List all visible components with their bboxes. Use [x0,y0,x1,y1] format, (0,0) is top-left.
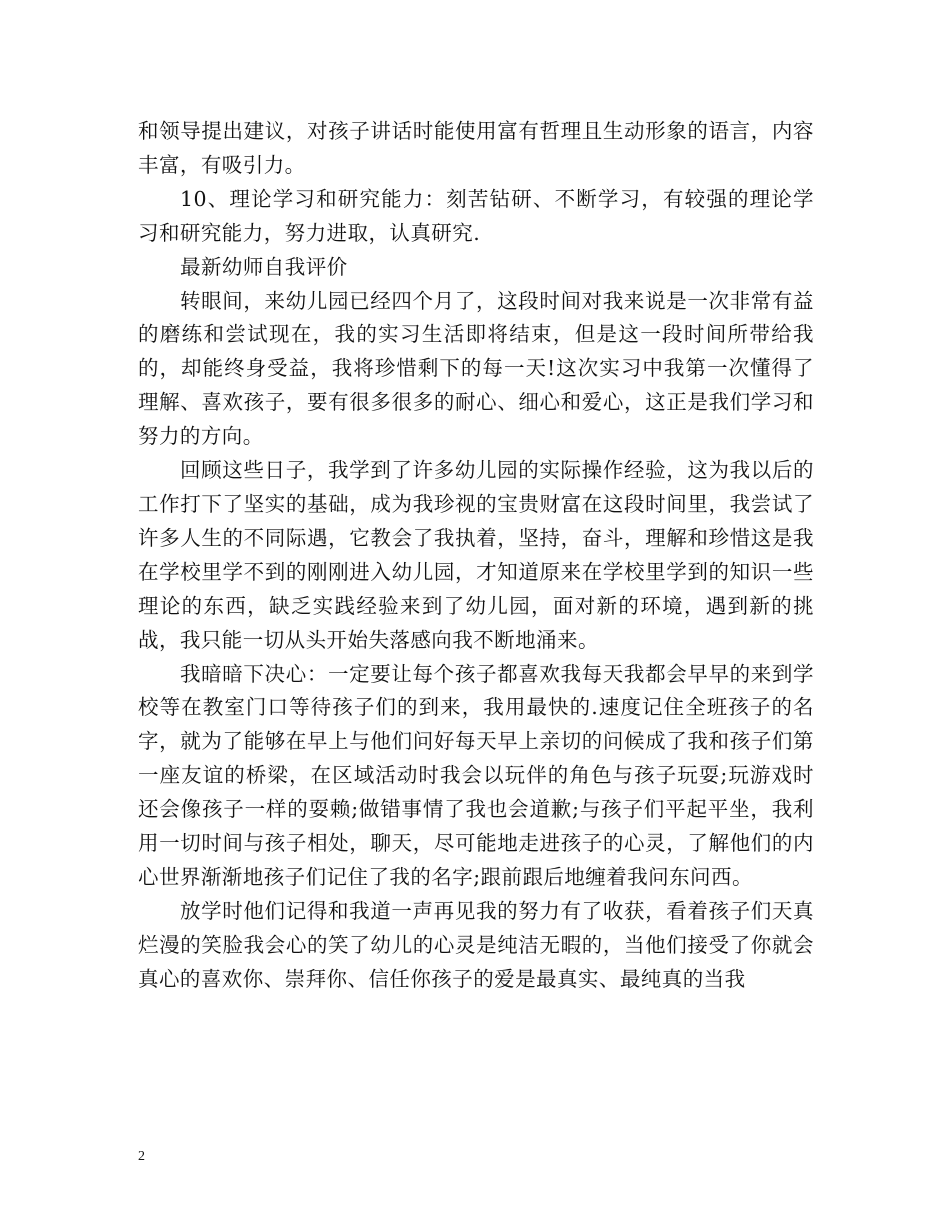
section-heading: 最新幼师自我评价 [180,254,348,279]
paragraph-review: 回顾这些日子，我学到了许多幼儿园的实际操作经验，这为我以后的工作打下了坚实的基础，成为我珍视的宝贵财富在这段时间里，我尝试了许多人生的不同际遇，它教会了我执着，坚持，奋斗，理解和珍惜这是我在学校里学不到的刚刚进入幼儿园，才知道原来在学校里学到的知识一些理论的东西，缺乏实践经验来到了幼儿园，面对新的环境，遇到新的挑战，我只能一切从头开始失落感向我不断地涌来。 [138,458,814,652]
paragraph-resolution: 我暗暗下决心：一定要让每个孩子都喜欢我每天我都会早早的来到学校等在教室门口等待孩子们的到来，我用最快的.速度记住全班孩子的名字，就为了能够在早上与他们问好每天早上亲切的问候成了我和孩子们第一座友谊的桥梁，在区域活动时我会以玩伴的角色与孩子玩耍;玩游戏时还会像孩子一样的耍赖;做错事情了我也会道歉;与孩子们平起平坐，我利用一切时间与孩子相处，聊天，尽可能地走进孩子的心灵，了解他们的内心世界渐渐地孩子们记住了我的名字;跟前跟后地缠着我问东问西。 [138,661,814,889]
document-body [138,115,814,997]
page-number: 2 [138,1149,145,1164]
paragraph-item-10: 10、理论学习和研究能力：刻苦钻研、不断学习，有较强的理论学习和研究能力，努力进取，认真研究. [138,186,814,245]
paragraph-continuation: 和领导提出建议，对孩子讲话时能使用富有哲理且生动形象的语言，内容丰富，有吸引力。 [138,119,814,177]
paragraph-afterschool: 放学时他们记得和我道一声再见我的努力有了收获，看着孩子们天真烂漫的笑脸我会心的笑了幼儿的心灵是纯洁无暇的，当他们接受了你就会真心的喜欢你、崇拜你、信任你孩子的爱是最真实、最纯真的当我 [138,898,814,991]
paragraph-intro: 转眼间，来幼儿园已经四个月了，这段时间对我来说是一次非常有益的磨练和尝试现在，我的实习生活即将结束，但是这一段时间所带给我的，却能终身受益，我将珍惜剩下的每一天!这次实习中我第一次懂得了理解、喜欢孩子，要有很多很多的耐心、细心和爱心，这正是我们学习和努力的方向。 [138,288,814,449]
